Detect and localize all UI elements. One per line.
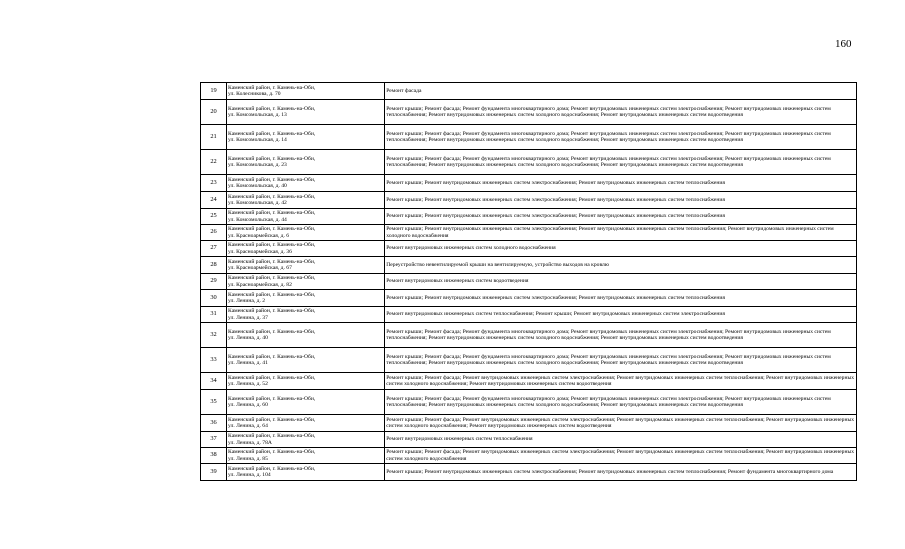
address-street: ул. Ленина, д. 2 <box>228 298 266 304</box>
address-street: ул. Ленина, д. 41 <box>228 360 268 366</box>
table-row <box>201 150 857 175</box>
address-street: ул. Комсомольская, д. 23 <box>228 162 287 168</box>
address-district: Каменский район, г. Камень-на-Оби, <box>228 395 316 402</box>
table-row <box>201 100 857 125</box>
row-number: 28 <box>201 257 227 274</box>
row-number: 20 <box>201 100 227 125</box>
address-street: ул. Комсомольская, д. 44 <box>228 216 287 223</box>
work-types-cell: Ремонт крыши; Ремонт внутридомовых инженерных систем электроснабжения; Ремонт внутридомовых инженерных систем теплоснабжения <box>385 290 857 307</box>
address-district: Каменский район, г. Камень-на-Оби, <box>228 84 316 91</box>
row-number: 34 <box>201 373 227 390</box>
address-cell <box>227 209 385 225</box>
work-types-cell: Ремонт крыши; Ремонт фасада; Ремонт фундамента многоквартирного дома; Ремонт внутридомовых инженерных систем электроснабжения; Ремонт внутридомовых инженерных систем теплоснабжения; Ремонт внутридомовых инженерных систем холодного водоснабжения; Ремонт внутридомовых инженерных систем водоотведения <box>385 348 857 373</box>
address-cell <box>227 432 385 448</box>
table-row <box>201 390 857 415</box>
address-district: Каменский район, г. Камень-на-Оби, <box>228 193 316 200</box>
address-cell <box>227 241 385 257</box>
address-street: ул. Ленина, д. 37 <box>228 314 268 321</box>
address-cell <box>227 257 385 274</box>
table-row <box>201 257 857 274</box>
row-number: 37 <box>201 432 227 448</box>
address-street: ул. Красноармейская, д. 36 <box>228 248 292 255</box>
address-street: ул. Комсомольская, д. 13 <box>228 112 287 118</box>
address-district: Каменский район, г. Камень-на-Оби, <box>228 308 316 315</box>
address-cell <box>227 348 385 373</box>
address-district: Каменский район, г. Камень-на-Оби, <box>228 105 316 112</box>
work-types-cell: Ремонт фасада <box>385 83 857 100</box>
address-cell <box>227 225 385 241</box>
table-row <box>201 209 857 225</box>
address-cell <box>227 323 385 348</box>
address-street: ул. Красноармейская, д. 6 <box>228 232 290 239</box>
row-number: 19 <box>201 83 227 100</box>
row-number: 38 <box>201 448 227 464</box>
work-types-cell: Ремонт внутридомовых инженерных систем теплоснабжения <box>385 432 857 448</box>
address-cell <box>227 290 385 307</box>
table-row <box>201 290 857 307</box>
row-number: 27 <box>201 241 227 257</box>
table-row <box>201 274 857 290</box>
table-row <box>201 323 857 348</box>
table-row <box>201 464 857 481</box>
address-district: Каменский район, г. Камень-на-Оби, <box>228 291 316 298</box>
page-number: 160 <box>835 38 852 50</box>
work-types-cell: Ремонт внутридомовых инженерных систем теплоснабжения; Ремонт крыши; Ремонт внутридомовых инженерных систем электроснабжения <box>385 307 857 323</box>
row-number: 29 <box>201 274 227 290</box>
address-district: Каменский район, г. Камень-на-Оби, <box>228 328 316 335</box>
address-cell <box>227 125 385 150</box>
address-cell <box>227 464 385 481</box>
table-row <box>201 225 857 241</box>
table-row <box>201 348 857 373</box>
address-district: Каменский район, г. Камень-на-Оби, <box>228 374 316 381</box>
address-district: Каменский район, г. Камень-на-Оби, <box>228 465 316 472</box>
address-street: ул. Колесникова, д. 70 <box>228 91 281 97</box>
address-street: ул. Ленина, д. 85 <box>228 455 268 462</box>
address-street: ул. Комсомольская, д. 40 <box>228 183 287 189</box>
address-street: ул. Комсомольская, д. 42 <box>228 200 287 206</box>
row-number: 39 <box>201 464 227 481</box>
row-number: 30 <box>201 290 227 307</box>
row-number: 21 <box>201 125 227 150</box>
work-types-cell: Ремонт крыши; Ремонт внутридомовых инженерных систем электроснабжения; Ремонт внутридомовых инженерных систем теплоснабжения <box>385 192 857 209</box>
row-number: 33 <box>201 348 227 373</box>
work-types-cell: Ремонт крыши; Ремонт внутридомовых инженерных систем электроснабжения; Ремонт внутридомовых инженерных систем теплоснабжения; Ремонт фундамента многоквартирного дома <box>385 464 857 481</box>
table-row <box>201 373 857 390</box>
row-number: 22 <box>201 150 227 175</box>
address-cell <box>227 307 385 323</box>
table-row <box>201 125 857 150</box>
table-row <box>201 448 857 464</box>
table-row <box>201 241 857 257</box>
address-street: ул. Ленина, д. 64 <box>228 423 268 429</box>
address-district: Каменский район, г. Камень-на-Оби, <box>228 353 316 360</box>
address-street: ул. Красноармейская, д. 82 <box>228 281 292 288</box>
address-district: Каменский район, г. Камень-на-Оби, <box>228 210 316 217</box>
row-number: 26 <box>201 225 227 241</box>
address-cell <box>227 274 385 290</box>
work-types-cell: Ремонт крыши; Ремонт фасада; Ремонт фундамента многоквартирного дома; Ремонт внутридомовых инженерных систем электроснабжения; Ремонт внутридомовых инженерных систем теплоснабжения; Ремонт внутридомовых инженерных систем холодного водоснабжения; Ремонт внутридомовых инженерных систем водоотведения <box>385 150 857 175</box>
address-street: ул. Красноармейская, д. 67 <box>228 265 292 271</box>
work-types-cell: Ремонт внутридомовых инженерных систем холодного водоснабжения <box>385 241 857 257</box>
repair-schedule-table <box>200 82 857 481</box>
table-row <box>201 432 857 448</box>
row-number: 25 <box>201 209 227 225</box>
address-district: Каменский район, г. Камень-на-Оби, <box>228 155 316 162</box>
address-street: ул. Ленина, д. 60 <box>228 402 268 408</box>
address-cell <box>227 415 385 432</box>
address-district: Каменский район, г. Камень-на-Оби, <box>228 449 316 456</box>
work-types-cell: Ремонт крыши; Ремонт фасада; Ремонт фундамента многоквартирного дома; Ремонт внутридомовых инженерных систем электроснабжения; Ремонт внутридомовых инженерных систем теплоснабжения; Ремонт внутридомовых инженерных систем холодного водоснабжения; Ремонт внутридомовых инженерных систем водоотведения <box>385 390 857 415</box>
work-types-cell: Переустройство невентилируемой крыши на вентилируемую, устройство выходов на кровлю <box>385 257 857 274</box>
address-district: Каменский район, г. Камень-на-Оби, <box>228 258 316 265</box>
work-types-cell: Ремонт крыши; Ремонт фасада; Ремонт фундамента многоквартирного дома; Ремонт внутридомовых инженерных систем электроснабжения; Ремонт внутридомовых инженерных систем теплоснабжения; Ремонт внутридомовых инженерных систем холодного водоснабжения; Ремонт внутридомовых инженерных систем водоотведения <box>385 125 857 150</box>
address-district: Каменский район, г. Камень-на-Оби, <box>228 433 316 440</box>
table-row <box>201 415 857 432</box>
work-types-cell: Ремонт внутридомовых инженерных систем водоотведения <box>385 274 857 290</box>
address-street: ул. Ленина, д. 104 <box>228 472 271 478</box>
address-street: ул. Ленина, д. 78А <box>228 439 272 446</box>
work-types-cell: Ремонт крыши; Ремонт внутридомовых инженерных систем электроснабжения; Ремонт внутридомовых инженерных систем теплоснабжения <box>385 209 857 225</box>
address-cell <box>227 373 385 390</box>
table-body <box>201 83 857 481</box>
row-number: 32 <box>201 323 227 348</box>
row-number: 24 <box>201 192 227 209</box>
address-cell <box>227 150 385 175</box>
address-street: ул. Ленина, д. 52 <box>228 381 268 387</box>
work-types-cell: Ремонт крыши; Ремонт фасада; Ремонт фундамента многоквартирного дома; Ремонт внутридомовых инженерных систем электроснабжения; Ремонт внутридомовых инженерных систем теплоснабжения; Ремонт внутридомовых инженерных систем холодного водоснабжения; Ремонт внутридомовых инженерных систем водоотведения <box>385 323 857 348</box>
table-row <box>201 192 857 209</box>
work-types-cell: Ремонт крыши; Ремонт внутридомовых инженерных систем электроснабжения; Ремонт внутридомовых инженерных систем теплоснабжения <box>385 175 857 192</box>
address-cell <box>227 83 385 100</box>
address-cell <box>227 192 385 209</box>
table-row <box>201 307 857 323</box>
address-cell <box>227 390 385 415</box>
row-number: 23 <box>201 175 227 192</box>
address-district: Каменский район, г. Камень-на-Оби, <box>228 226 316 233</box>
address-district: Каменский район, г. Камень-на-Оби, <box>228 130 316 137</box>
address-cell <box>227 100 385 125</box>
address-district: Каменский район, г. Камень-на-Оби, <box>228 176 316 183</box>
row-number: 31 <box>201 307 227 323</box>
address-district: Каменский район, г. Камень-на-Оби, <box>228 416 316 423</box>
address-cell <box>227 175 385 192</box>
address-district: Каменский район, г. Камень-на-Оби, <box>228 242 316 249</box>
work-types-cell: Ремонт крыши; Ремонт фасада; Ремонт внутридомовых инженерных систем электроснабжения; Ремонт внутридомовых инженерных систем теплоснабжения; Ремонт внутридомовых инженерных систем холодного водоснабжения; Ремонт внутридомовых инженерных систем водоотведения <box>385 415 857 432</box>
table-row <box>201 175 857 192</box>
address-cell <box>227 448 385 464</box>
row-number: 35 <box>201 390 227 415</box>
table-row <box>201 83 857 100</box>
work-types-cell: Ремонт крыши; Ремонт фасада; Ремонт внутридомовых инженерных систем электроснабжения; Ремонт внутридомовых инженерных систем теплоснабжения; Ремонт внутридомовых инженерных систем холодного водоснабжения <box>385 448 857 464</box>
work-types-cell: Ремонт крыши; Ремонт внутридомовых инженерных систем электроснабжения; Ремонт внутридомовых инженерных систем теплоснабжения; Ремонт внутридомовых инженерных систем холодного водоснабжения <box>385 225 857 241</box>
work-types-cell: Ремонт крыши; Ремонт фасада; Ремонт внутридомовых инженерных систем электроснабжения; Ремонт внутридомовых инженерных систем теплоснабжения; Ремонт внутридомовых инженерных систем холодного водоснабжения; Ремонт внутридомовых инженерных систем водоотведения <box>385 373 857 390</box>
work-types-cell: Ремонт крыши; Ремонт фасада; Ремонт фундамента многоквартирного дома; Ремонт внутридомовых инженерных систем электроснабжения; Ремонт внутридомовых инженерных систем теплоснабжения; Ремонт внутридомовых инженерных систем холодного водоснабжения; Ремонт внутридомовых инженерных систем водоотведения <box>385 100 857 125</box>
address-street: ул. Комсомольская, д. 14 <box>228 137 287 143</box>
row-number: 36 <box>201 415 227 432</box>
address-district: Каменский район, г. Камень-на-Оби, <box>228 275 316 282</box>
address-street: ул. Ленина, д. 40 <box>228 335 268 341</box>
